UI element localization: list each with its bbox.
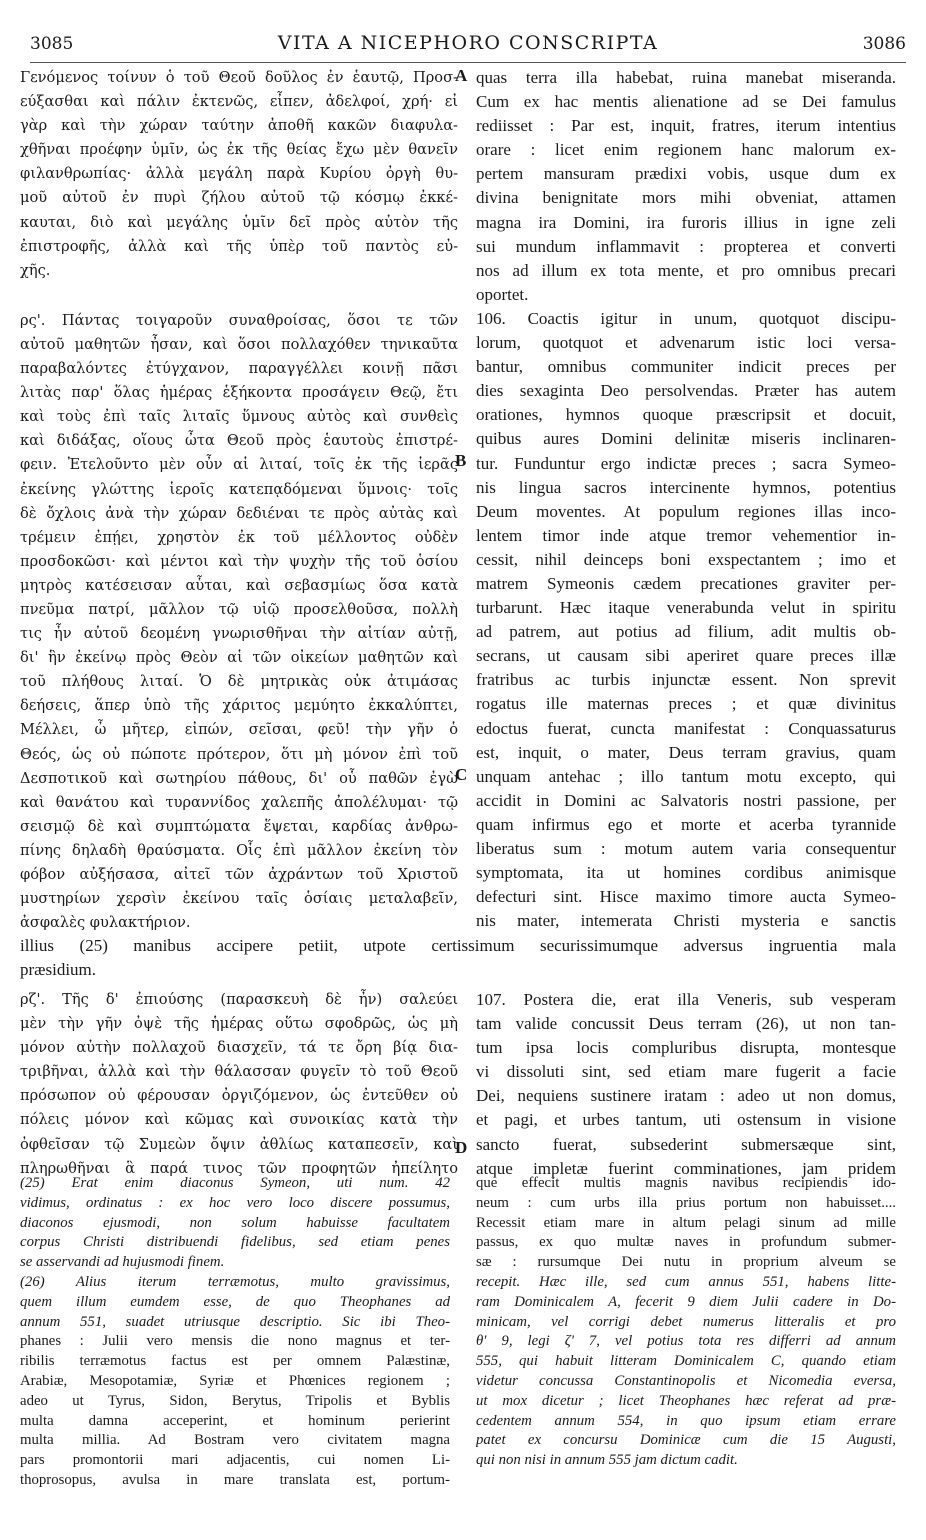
latin-line: lorum, quotquot et advenarum istic loci versa- <box>476 333 896 353</box>
footnote-line: multa damna acceperint, et hominum perierint <box>20 1412 450 1429</box>
greek-line <box>20 283 458 309</box>
greek-line: Δεσποτικοῦ καὶ σωτηρίου πάθους, δι' οὗ παθῶν ἐγὼ <box>20 769 458 787</box>
full-width-line: præsidium. <box>20 960 97 979</box>
footnote-line: ut mox dicetur ; licet Theophanes hæc referat ad præ- <box>476 1392 896 1409</box>
latin-line: magna ira Domini, ira furoris illius in igne zeli <box>476 212 896 232</box>
greek-line: αὐτοῦ μαθητῶν ἦσαν, καὶ ὅσοι πολλαχόθεν τηνικαῦτα <box>20 335 458 353</box>
footnote-line: quem illum eumdem esse, de quo Theophanes ad <box>20 1293 450 1310</box>
latin-line: accidit in Domini ac Salvatoris nostri passione, per <box>476 790 896 810</box>
footnote-line: passus, ex quo multæ naves in profundum submer- <box>476 1234 896 1251</box>
latin-line: orare : licet enim regionem hanc malorum ex- <box>476 140 896 160</box>
latin-column-top <box>476 66 896 933</box>
latin-line: matrem Symeonis cædem precationes graviter per- <box>476 573 896 593</box>
latin-line: oportet. <box>476 284 529 304</box>
latin-line: Dei, nequiens sustinere iratam : adeo ut non domus, <box>476 1086 896 1106</box>
footnote-line: recepit. Hæc ille, sed cum annus 551, habens litte- <box>476 1273 896 1290</box>
latin-line: sui mundum inflammavit : propterea et converti <box>476 236 896 256</box>
latin-line: nis lingua sacros intercinente hymnos, potentius <box>476 477 896 497</box>
footnote-line: videtur concussa Constantinopolis et Nicomedia eversa, <box>476 1372 896 1389</box>
running-title: VITA A NICEPHORO CONSCRIPTA <box>277 32 659 54</box>
latin-line: symptomata, ita ut homines cordibus animisque <box>476 863 896 883</box>
latin-line: tur. Funduntur ergo indictæ preces ; sacra Symeo- <box>476 453 896 473</box>
greek-line: πρόσωπον οὐ φέρουσαν ὀργιζόμενον, ὡς ἐντεῦθεν οὐ <box>20 1087 458 1105</box>
footnotes-left <box>20 1174 450 1491</box>
greek-line: δι' ἣν ἐκείνῳ πρὸς Θεὸν αἱ τῶν οἰκείων μαθητῶν καὶ <box>20 649 458 667</box>
footnote-line: corpus Christi distribuendi fidelibus, sed etiam penes <box>20 1234 450 1251</box>
latin-line: tum ipsa locis compluribus disrupta, montesque <box>476 1038 896 1058</box>
latin-line: edoctus fuerat, cuncta manifestat : Conquassaturus <box>476 718 896 738</box>
footnote-line: phanes : Julii vero mensis die nono magnus et ter- <box>20 1333 450 1350</box>
page-number-right: 3086 <box>862 34 906 54</box>
latin-line: rogatus ille maternas preces ; et quæ divinitus <box>476 694 896 714</box>
greek-line: καὶ θανάτου καὶ τυραννίδος χαλεπῆς ἀπολέλυμαι· τῷ <box>20 793 458 811</box>
latin-line: fratribus ac turbis injunctæ essent. Non sprevit <box>476 670 896 690</box>
footnote-line: multa millia. Ad Bostram vero civitatem magna <box>20 1432 450 1449</box>
footnote-line: qui non nisi in annum 555 jam dictum cadit. <box>476 1452 738 1469</box>
latin-line: pertem mansuram prædixi vobis, usque dum ex <box>476 164 896 184</box>
footnote-line: que effecit multis magnis navibus recipiendis ido- <box>476 1175 896 1191</box>
greek-column-bottom <box>20 988 458 1181</box>
footnote-line: minicam, vel corrigi debet numerus litteralis et pro <box>476 1313 896 1330</box>
footnote-line: vidimus, ordinatus : ex hoc vero loco discere possumus, <box>20 1194 450 1211</box>
footnotes-right <box>476 1174 896 1471</box>
latin-line: sancto fuerat, subsederint submersæque sint, <box>476 1134 896 1154</box>
greek-line: λιτὰς παρ' ὅλας ἡμέρας ἑξήκοντα προσάγειν Θεῷ, ἔτι <box>20 384 458 402</box>
greek-line: Θεός, ὡς οὐ πώποτε πρότερον, ὅτι μὴ μόνον ἐπὶ τοῦ <box>20 745 458 763</box>
greek-line: φειν. Ἐτελοῦντο μὲν οὖν αἱ λιταί, τοῖς ἐκ τῆς ἱερᾶς <box>20 456 458 474</box>
latin-line: turbarunt. Hæc itaque venerabunda velut in spiritu <box>476 598 896 618</box>
latin-line: lentem timor inde atque tremor vehementior in- <box>476 525 896 545</box>
footnote-line: thoprosopus, avulsa in mare translata est, portum- <box>20 1471 450 1488</box>
footnote-line: ribilis terræmotus factus est per omnem Palæstinæ, <box>20 1353 450 1370</box>
greek-line: παραβαλόντες ἐτύγχανον, παραγγέλλει κοινῇ πᾶσι <box>20 360 458 378</box>
greek-line: ἀσφαλὲς φυλακτήριον. <box>20 914 191 932</box>
greek-line: τριβῆναι, ἀλλὰ καὶ τὴν θάλασσαν φυγεῖν τὸ τοῦ Θεοῦ <box>20 1063 458 1081</box>
greek-line: ἐκείνης γλώττης ἱεροῖς κατεπᾳδόμεναι ὕμνοις· τοῖς <box>20 480 458 498</box>
greek-line: καὶ διδάξας, οἵους ὦτα Θεοῦ πρὸς ἑαυτοὺς ἐπιστρέ- <box>20 432 458 450</box>
footnote-line: diaconos ejusmodi, non solum habuisse facultatem <box>20 1214 450 1231</box>
latin-line: dies sexaginta Deo persolvendas. Præter has autem <box>476 381 896 401</box>
footnote-line: se asservandi ad hujusmodi finem. <box>20 1254 225 1271</box>
latin-line: liberatus sum : motum autem varia consequentur <box>476 839 896 858</box>
greek-line: χθῆναι προέφην ὑμῖν, ὡς ἐκ τῆς θείας ἔχω μὲν θανεῖν <box>20 141 458 159</box>
greek-line: πίνης δηλαδὴ θραύσματα. Οἷς ἐπὶ μᾶλλον ἐκείνη τὸν <box>20 841 458 859</box>
latin-line: vi dissoluti sint, sed etiam mare fugerit a facie <box>476 1062 896 1082</box>
latin-line: 106. Coactis igitur in unum, quotquot discipu- <box>476 308 896 328</box>
greek-line: μόνον αὐτὴν πολλαχοῦ διασχεῖν, τά τε ὄρη βίᾳ δια- <box>20 1039 458 1057</box>
footnote-line: patet ex concursu Dominicæ cum die 15 Augusti, <box>476 1432 896 1449</box>
footnote-line: pars promontorii mari adjacentis, cui nomen Li- <box>20 1452 450 1469</box>
latin-line: Cum ex hac mentis alienatione ad se Dei famulus <box>476 92 896 112</box>
greek-line: τοῦ πλήθους λιταί. Ὁ δὲ μητρικὰς οὐκ ἀτιμάσας <box>20 673 458 691</box>
greek-line: ρς'. Πάντας τοιγαροῦν συναθροίσας, ὅσοι τε τῶν <box>20 311 458 329</box>
latin-line: bantur, omnibus communiter indicit preces per <box>476 357 896 377</box>
greek-line: ρζ'. Τῆς δ' ἐπιούσης (παρασκευὴ δὲ ἦν) σαλεύει <box>20 991 458 1008</box>
greek-line: φιλανθρωπίας· ἀλλὰ μεγάλη παρὰ Κυρίου ὀργὴ θυ- <box>20 165 458 183</box>
page-number-left: 3085 <box>30 34 74 54</box>
footnote-line: Recessit etiam mare in altum pelagi sinum ad mille <box>476 1214 896 1231</box>
column-marker-c: C <box>455 765 468 784</box>
latin-line: nis mater, intemerata Christi mysteria e sanctis <box>476 911 896 931</box>
latin-line: 107. Postera die, erat illa Veneris, sub vesperam <box>476 990 896 1009</box>
latin-column-bottom <box>476 988 896 1181</box>
greek-line: γὰρ καὶ τὴν χώραν ταύτην ἀποθῆ κακῶν διαφυλα- <box>20 117 458 135</box>
greek-line: εύξασθαι καὶ πάλιν ἐκτενῶς, εἶπεν, ἀδελφοί, χρή· εἰ <box>20 93 458 111</box>
greek-line: προσδοκῶσι· καὶ μέντοι καὶ τὴν ψυχὴν τῆς τοῦ ὁσίου <box>20 552 458 570</box>
greek-line: χῆς. <box>20 261 51 279</box>
greek-line: τις ἦν αὐτοῦ δεομένη γνωρισθῆναι τὴν αἰτίαν αὐτῇ, <box>20 625 458 643</box>
latin-line: unquam antehac ; illo tantum motu excepto, qui <box>476 766 896 786</box>
greek-line: δὲ ὄχλοις ἀνὰ τὴν χώραν δεδιέναι τε πρὸς αὐτὰς καὶ <box>20 504 458 522</box>
greek-line: πνεῦμα πατρί, μᾶλλον τῷ υἱῷ προσελθοῦσα, πολλὴ <box>20 600 458 618</box>
footnote-line: annum 551, suadet utriusque descriptio. Sic ibi Theo- <box>20 1313 450 1330</box>
footnote-line: θ' 9, legi ζ' 7, vel potius tota res differri ad annum <box>476 1333 896 1350</box>
latin-line: secrans, ut causam sibi aperiret quare preces illæ <box>476 646 896 666</box>
footnote-line: sæ : rursumque Dei nutu in proprium alveum se <box>476 1254 896 1271</box>
footnote-line: (25) Erat enim diaconus Symeon, uti num. 42 <box>20 1175 450 1191</box>
column-marker-d: D <box>455 1138 468 1157</box>
greek-line: Μέλλει, ὦ μῆτερ, εἰπών, σεῖσαι, φεῦ! τὴν γῆν ὁ <box>20 721 458 739</box>
running-header <box>30 28 906 63</box>
greek-line: τρέμειν ἐπῄει, χρηστὸν ἐκ τοῦ μέλλοντος οὐδὲν <box>20 528 458 546</box>
greek-line: καὶ τοὺς ἐπὶ ταῖς λιταῖς ὕμνους αὐτὸς καὶ συνθεὶς <box>20 408 458 426</box>
footnote-line: cedentem annum 554, in quo ipsum etiam errare <box>476 1412 896 1429</box>
latin-line: ad patrem, aut potius ad filium, adit multis ob- <box>476 622 896 642</box>
greek-line: ἐπιστροφῆς, ἀλλὰ καὶ τῆς ὑπὲρ τοῦ παντὸς εὐ- <box>20 237 458 255</box>
greek-line: πληρωθῆναι ἃ παρά τινος τῶν προφητῶν ἠπείλητο <box>20 1159 458 1177</box>
greek-line: μὲν τὴν γῆν ὀψὲ τῆς ἡμέρας οὕτω σφοδρῶς, ὡς μὴ <box>20 1015 458 1033</box>
greek-line: μοῦ αὐτοῦ ἐν πυρὶ ζήλου αὐτοῦ τῷ κόσμῳ ἐκκέ- <box>20 189 458 207</box>
footnote-line: neum : cum urbs illa prius portum non habuisset.... <box>476 1194 896 1211</box>
column-marker-b: B <box>455 451 467 470</box>
footnote-line: Arabiæ, Mesopotamiæ, Syriæ et Phœnices regionem ; <box>20 1372 450 1389</box>
latin-line: atque impletæ fuerint comminationes, jam pridem <box>476 1158 896 1178</box>
footnote-line: (26) Alius iterum terræmotus, multo gravissimus, <box>20 1273 450 1290</box>
greek-line: μητρὸς κατέσεισαν αὗται, καὶ σεβασμίως ὅσα κατὰ <box>20 576 458 594</box>
latin-line: Deum moventes. At populum regiones illas inco- <box>476 501 896 521</box>
footnote-line: ram Dominicalem A, fecerit 9 diem Julii cadere in Do- <box>476 1293 896 1310</box>
greek-line: πόλεις μόνον καὶ κῶμας καὶ συνοικίας κατὰ τὴν <box>20 1111 458 1129</box>
latin-line: rediisset : Par est, inquit, fratres, iterum intentius <box>476 116 896 136</box>
latin-line: quas terra illa habebat, ruina manebat miseranda. <box>476 68 896 87</box>
latin-line: quibus aures Domini delinitæ miseris inclinaren- <box>476 429 896 449</box>
latin-line: et pagi, et urbes tantum, uti ostensum in visione <box>476 1110 896 1130</box>
greek-line: καυται, διὸ καὶ μεγάλης ὑμῖν δεῖ πρὸς αὐτὸν τῆς <box>20 213 458 231</box>
greek-line: ὀφθεῖσαν τῷ Συμεὼν ὄψιν ἀθλίως καταπεσεῖν, καὶ <box>20 1135 458 1153</box>
greek-line: Γενόμενος τοίνυν ὁ τοῦ Θεοῦ δοῦλος ἐν ἑαυτῷ, Προσ- <box>20 69 458 86</box>
column-marker-a: A <box>455 66 468 85</box>
greek-line: φόβον αὐξήσασα, αἰτεῖ τῶν ἀχράντων τοῦ Χριστοῦ <box>20 866 458 883</box>
footnote-line: adeo ut Tyrus, Sidon, Berytus, Tripolis et Byblis <box>20 1392 450 1409</box>
latin-line: tam valide concussit Deus terram (26), ut non tan- <box>476 1014 896 1034</box>
greek-line: δεήσεις, ἅπερ ὑπὸ τῆς χάριτος μεμύητο ἐκκαλύπτει, <box>20 697 458 715</box>
latin-line: quam infirmus ego et morte et acerba tyrannide <box>476 814 896 834</box>
footnote-line: 555, qui habuit litteram Dominicalem C, quando etiam <box>476 1353 896 1370</box>
latin-line: est, inquit, o mater, Deus terram gravius, quam <box>476 742 896 762</box>
greek-line: σεισμῷ δὲ καὶ συμπτώματα ἕψεται, καρδίας ἀνθρω- <box>20 817 458 835</box>
greek-column-top <box>20 66 458 935</box>
greek-line: μυστηρίων χερσὶν ἐκείνου ταῖς ὁσίαις μεταλαβεῖν, <box>20 890 458 908</box>
latin-line: orationes, hymnos quoque præscripsit et docuit, <box>476 405 896 425</box>
latin-line: defecturi sint. Hisce maximo timore aucta Symeo- <box>476 887 896 907</box>
latin-line: nos ad illum ex tota mente, et pro omnibus precari <box>476 260 896 280</box>
latin-line: cessit, nihil deinceps boni exspectantem ; imo et <box>476 549 896 569</box>
latin-line: divina benignitate mors mihi obveniat, attamen <box>476 188 896 208</box>
full-width-line: illius (25) manibus accipere petiit, utpote certissimum securissimumque adversus ingruentia mala <box>20 936 896 955</box>
